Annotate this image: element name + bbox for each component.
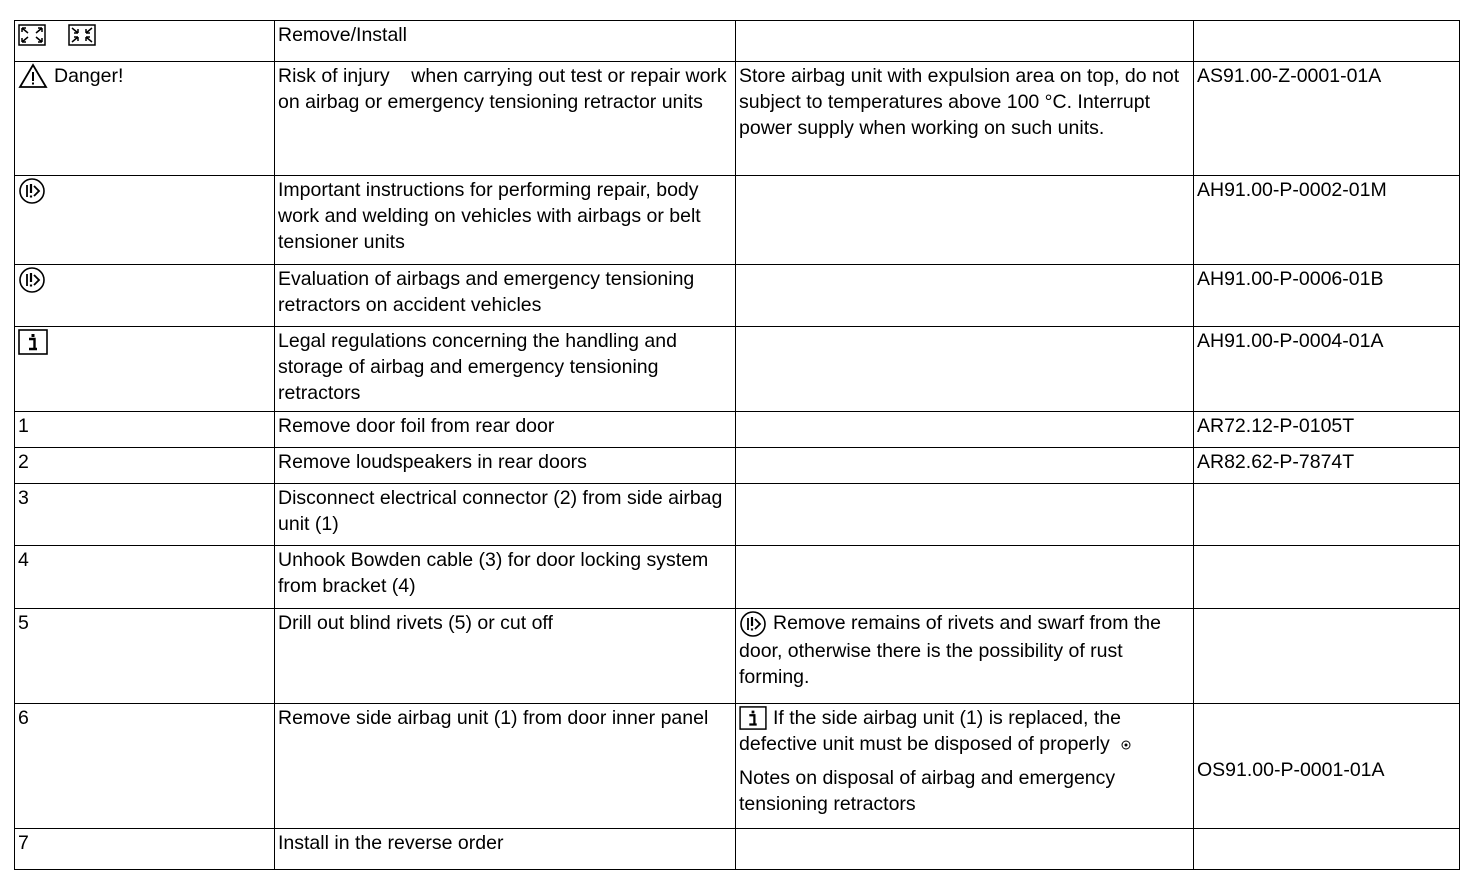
step-text: Important instructions for performing repair, body work and welding on vehicles with airbags or belt tensioner units — [275, 176, 736, 265]
symbol-cell — [15, 21, 275, 62]
reference-cell — [1194, 21, 1460, 62]
step-number: 4 — [15, 546, 275, 609]
note-icon — [739, 610, 767, 638]
reference-cell — [1194, 829, 1460, 870]
reference-link[interactable]: AH91.00-P-0004-01A — [1194, 327, 1460, 412]
symbol-cell — [15, 327, 275, 412]
table-row — [15, 265, 1460, 327]
link-arrow-icon[interactable] — [1121, 740, 1131, 750]
note-cell — [736, 21, 1194, 62]
table-row — [15, 176, 1460, 265]
reference-cell — [1194, 484, 1460, 546]
table-row — [15, 327, 1460, 412]
table-row — [15, 704, 1460, 829]
step-number: 6 — [15, 704, 275, 829]
symbol-cell — [15, 176, 275, 265]
risk-heading: Risk of injury — [278, 65, 390, 87]
remove-icon — [18, 24, 46, 46]
step-number: 7 — [15, 829, 275, 870]
reference-link[interactable]: AH91.00-P-0006-01B — [1194, 265, 1460, 327]
note-icon — [18, 266, 46, 294]
step-number: 3 — [15, 484, 275, 546]
note-cell — [736, 484, 1194, 546]
step-text: Drill out blind rivets (5) or cut off — [275, 609, 736, 704]
table-row — [15, 62, 1460, 176]
procedure-table — [14, 20, 1460, 870]
reference-text[interactable]: OS91.00-P-0001-01A — [1197, 759, 1385, 781]
step-number: 2 — [15, 448, 275, 484]
symbol-cell — [15, 265, 275, 327]
note-text: If the side airbag unit (1) is replaced, the defective unit must be disposed of properly — [739, 707, 1121, 755]
step-text: Remove door foil from rear door — [275, 412, 736, 448]
table-row — [15, 829, 1460, 870]
note-text: Remove remains of rivets and swarf from the door, otherwise there is the possibility of rust forming. — [739, 612, 1161, 688]
reference-link[interactable]: AS91.00-Z-0001-01A — [1194, 62, 1460, 176]
step-text: Evaluation of airbags and emergency tensioning retractors on accident vehicles — [275, 265, 736, 327]
warning-triangle-icon — [18, 63, 48, 89]
reference-link[interactable]: AR72.12-P-0105T — [1194, 412, 1460, 448]
table-row — [15, 546, 1460, 609]
table-row — [15, 609, 1460, 704]
info-icon — [739, 705, 767, 730]
step-number: 1 — [15, 412, 275, 448]
risk-text: when carrying out test or repair work on airbag or emergency tensioning retractor units — [278, 65, 727, 113]
note-cell — [736, 265, 1194, 327]
table-row — [15, 484, 1460, 546]
symbol-cell — [15, 62, 275, 176]
disposal-note: Notes on disposal of airbag and emergency tensioning retractors — [739, 767, 1116, 815]
step-text: Remove side airbag unit (1) from door inner panel — [275, 704, 736, 829]
note-cell — [736, 412, 1194, 448]
step-text: Legal regulations concerning the handling and storage of airbag and emergency tensioning retractors — [275, 327, 736, 412]
note-cell — [736, 327, 1194, 412]
table-row — [15, 412, 1460, 448]
step-text: Install in the reverse order — [275, 829, 736, 870]
note-cell — [736, 546, 1194, 609]
table-row — [15, 21, 1460, 62]
reference-link[interactable]: AH91.00-P-0002-01M — [1194, 176, 1460, 265]
note-icon — [18, 177, 46, 205]
table-row — [15, 448, 1460, 484]
step-text: Remove loudspeakers in rear doors — [275, 448, 736, 484]
step-text: Remove/Install — [275, 21, 736, 62]
step-text: Disconnect electrical connector (2) from side airbag unit (1) — [275, 484, 736, 546]
reference-link[interactable]: AR82.62-P-7874T — [1194, 448, 1460, 484]
note-cell — [736, 609, 1194, 704]
note-cell — [736, 176, 1194, 265]
reference-cell — [1194, 546, 1460, 609]
step-number: 5 — [15, 609, 275, 704]
step-text: Unhook Bowden cable (3) for door locking system from bracket (4) — [275, 546, 736, 609]
note-cell — [736, 448, 1194, 484]
note-cell — [736, 704, 1194, 829]
note-cell — [736, 829, 1194, 870]
note-cell: Store airbag unit with expulsion area on top, do not subject to temperatures above 100 °C. Interrupt power supply when working on such units. — [736, 62, 1194, 176]
danger-label: Danger! — [54, 65, 124, 87]
step-text — [275, 62, 736, 176]
info-icon — [18, 328, 48, 355]
reference-link[interactable] — [1194, 704, 1460, 829]
install-icon — [68, 24, 96, 46]
reference-cell — [1194, 609, 1460, 704]
